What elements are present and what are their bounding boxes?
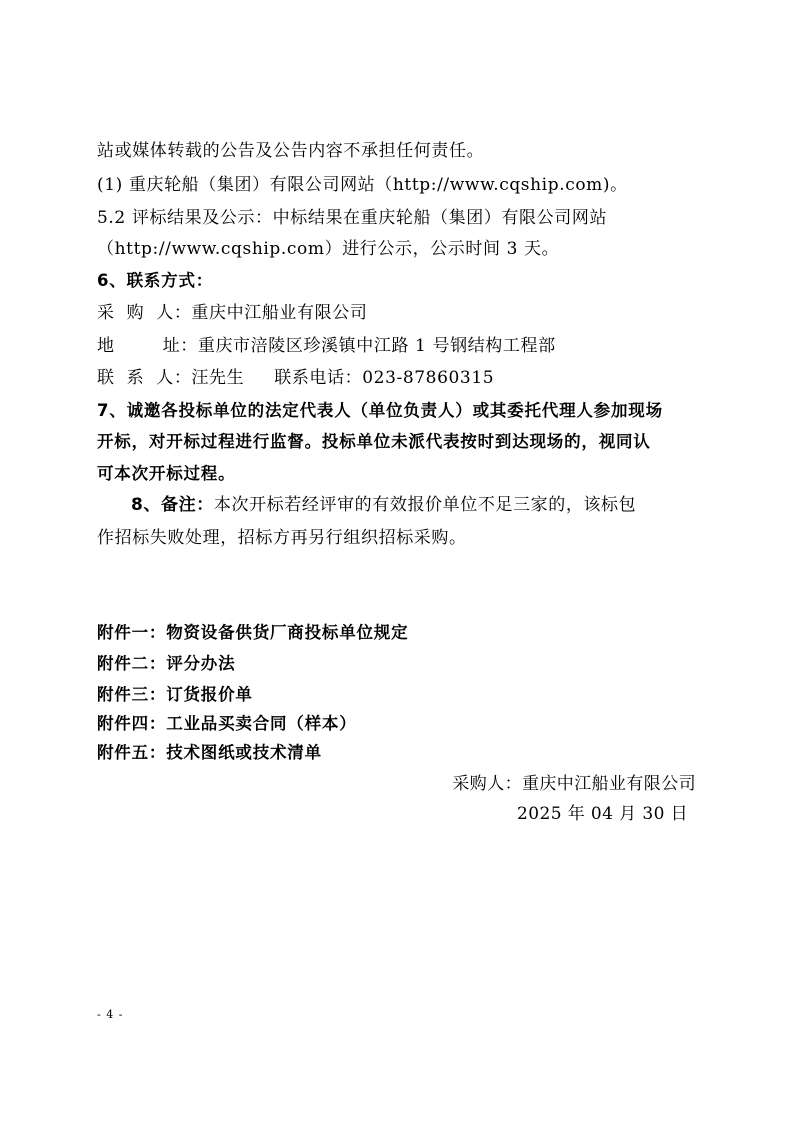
attachment-item: 附件四：工业品买卖合同（样本） [97,714,357,733]
paragraph-line: 5.2 评标结果及公示：中标结果在重庆轮船（集团）有限公司网站 [97,208,608,228]
address-value: 重庆市涪陵区珍溪镇中江路 1 号钢结构工程部 [197,336,556,356]
contact-row [97,367,494,389]
note-label: 8、备注： [131,495,214,515]
phone-label: 联系电话： [274,368,363,388]
page-number: - 4 - [97,1008,124,1021]
attachment-item: 附件二：评分办法 [97,654,236,673]
phone-value: 023-87860315 [362,368,495,388]
note-text: 本次开标若经评审的有效报价单位不足三家的，该标包 [213,495,637,515]
paragraph-line: (1) 重庆轮船（集团）有限公司网站（http://www.cqship.com)。 [97,175,628,195]
address-label: 地 址： [97,336,198,356]
paragraph-line: （http://www.cqship.com）进行公示，公示时间 3 天。 [97,239,560,259]
invitation-line: 7、诚邀各投标单位的法定代表人（单位负责人）或其委托代理人参加现场 [97,401,663,420]
attachment-item: 附件五：技术图纸或技术清单 [97,743,322,762]
purchaser-row [97,302,367,324]
invitation-line: 可本次开标过程。 [97,464,236,483]
note-line [131,494,636,516]
purchaser-value: 重庆中江船业有限公司 [191,303,368,323]
paragraph-line: 站或媒体转载的公告及公告内容不承担任何责任。 [97,141,485,161]
contact-value: 汪先生 [191,368,245,388]
signature-date: 2025 年 04 月 30 日 [517,804,688,824]
invitation-line: 开标，对开标过程进行监督。投标单位未派代表按时到达现场的，视同认 [97,432,651,451]
signature-purchaser: 采购人：重庆中江船业有限公司 [452,774,696,794]
section-heading: 6、联系方式： [97,271,214,290]
attachment-item: 附件一：物资设备供货厂商投标单位规定 [97,623,409,642]
purchaser-label: 采 购 人： [97,303,192,323]
contact-label: 联 系 人： [97,368,192,388]
address-row [97,335,556,357]
note-line: 作招标失败处理，招标方再另行组织招标采购。 [97,528,467,548]
attachment-item: 附件三：订货报价单 [97,685,253,704]
